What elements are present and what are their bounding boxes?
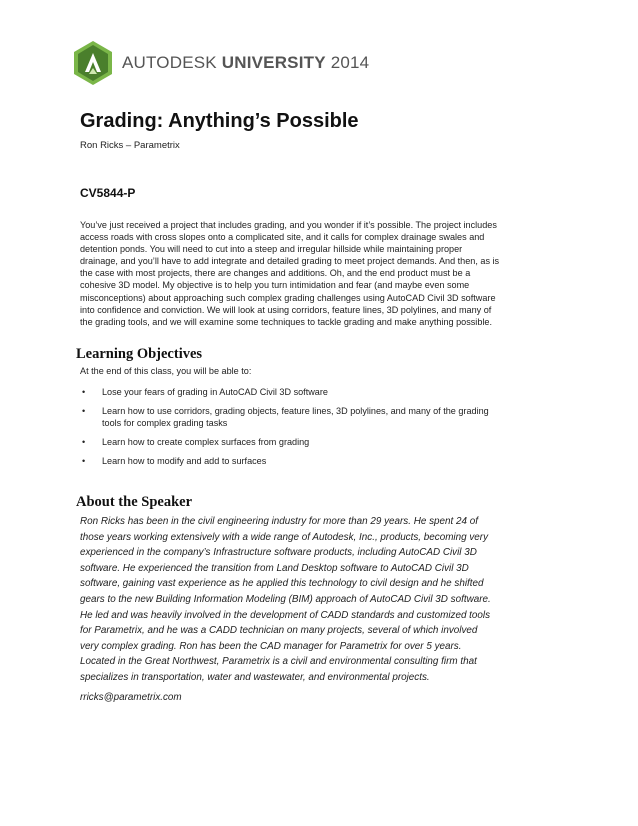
list-item — [80, 436, 570, 448]
list-item-text: Learn how to create complex surfaces from grading — [102, 437, 310, 448]
autodesk-university-logo-icon — [74, 41, 112, 85]
about-speaker-heading: About the Speaker — [76, 494, 193, 510]
intro-line: the case with most projects, there are changes and additions. Oh, and the end product must be a — [80, 268, 471, 279]
bio-line: software. He experienced the transition from Land Desktop software to AutoCAD Civil 3D — [80, 562, 469, 574]
list-item-text: tools for complex grading tasks — [102, 418, 228, 429]
intro-line: cohesive 3D model. My objective is to help you turn intimidation and fear (and maybe even some — [80, 280, 470, 291]
intro-line: drainage, and you’ll have to add integrate and detailed grading to meet project demands. And then, as is — [80, 256, 500, 267]
intro-line: detention ponds. You will need to cut into a steep and irregular hillside while maintaining proper — [80, 244, 463, 255]
list-item — [80, 405, 570, 429]
bullet-icon: • — [82, 406, 86, 417]
document-header — [74, 40, 369, 86]
list-item-text: Learn how to modify and add to surfaces — [102, 456, 267, 467]
bullet-icon: • — [82, 387, 86, 397]
brand-autodesk: AUTODESK — [122, 53, 222, 72]
bio-line: those years working extensively with a wide range of Autodesk, Inc., products, becoming very — [80, 531, 489, 543]
brand-university: UNIVERSITY — [221, 53, 326, 72]
intro-line: misconceptions) about approaching such complex grading challenges using AutoCAD Civil 3D software — [80, 292, 496, 303]
brand-year: 2014 — [325, 53, 370, 72]
list-item — [80, 455, 570, 467]
learning-objectives-heading: Learning Objectives — [76, 346, 203, 362]
learning-objectives-list — [80, 379, 570, 467]
bio-line: for Parametrix, and he was a CADD technician on many projects, several of which involved — [80, 625, 478, 637]
intro-line: access roads with cross slopes onto a complicated site, and it calls for complex drainage swales and — [80, 232, 485, 243]
learning-objectives-intro: At the end of this class, you will be able to: — [80, 366, 252, 376]
list-item-text: Lose your fears of grading in AutoCAD Civil 3D software — [102, 387, 328, 397]
document-title: Grading: Anything’s Possible — [80, 110, 359, 132]
bullet-icon: • — [82, 456, 86, 467]
bio-line: experienced in the company’s Infrastructure software products, including AutoCAD Civil 3D — [80, 547, 477, 559]
intro-line: into confidence and conviction. We will look at using corridors, feature lines, 3D polylines, and many of — [80, 304, 492, 315]
list-item — [80, 386, 570, 398]
brand-wordmark — [122, 53, 369, 73]
intro-paragraph — [80, 219, 566, 328]
bullet-icon: • — [82, 437, 86, 448]
intro-line: the grading tools, and we will examine some techniques to tackle grading and make anything possible. — [80, 316, 492, 327]
bio-line: very complex grading. Ron has been the CAD manager for Parametrix for over 5 years. — [80, 640, 462, 652]
intro-line: You’ve just received a project that includes grading, and you wonder if it’s possible. The project includes — [80, 220, 497, 230]
author-line: Ron Ricks – Parametrix — [80, 140, 180, 151]
bio-line: Ron Ricks has been in the civil engineering industry for more than 29 years. He spent 24 of — [80, 516, 478, 527]
bio-line: Located in the Great Northwest, Parametrix is a civil and environmental consulting firm that — [80, 656, 477, 668]
bio-line: gears to the new Building Information Modeling (BIM) approach of AutoCAD Civil 3D software. — [80, 593, 491, 605]
speaker-email: rricks@parametrix.com — [80, 692, 182, 703]
class-code: CV5844-P — [80, 186, 136, 200]
bio-line: specializes in transportation, water and wastewater, and environmental projects. — [80, 671, 430, 683]
bio-line: software, gaining vast experience as he applied this technology to civil design and he shifted — [80, 578, 484, 590]
list-item-text: Learn how to use corridors, grading objects, feature lines, 3D polylines, and many of the grading — [102, 406, 489, 417]
bio-line: He led and was heavily involved in the development of CADD standards and customized tools — [80, 609, 491, 621]
speaker-bio — [80, 514, 570, 686]
